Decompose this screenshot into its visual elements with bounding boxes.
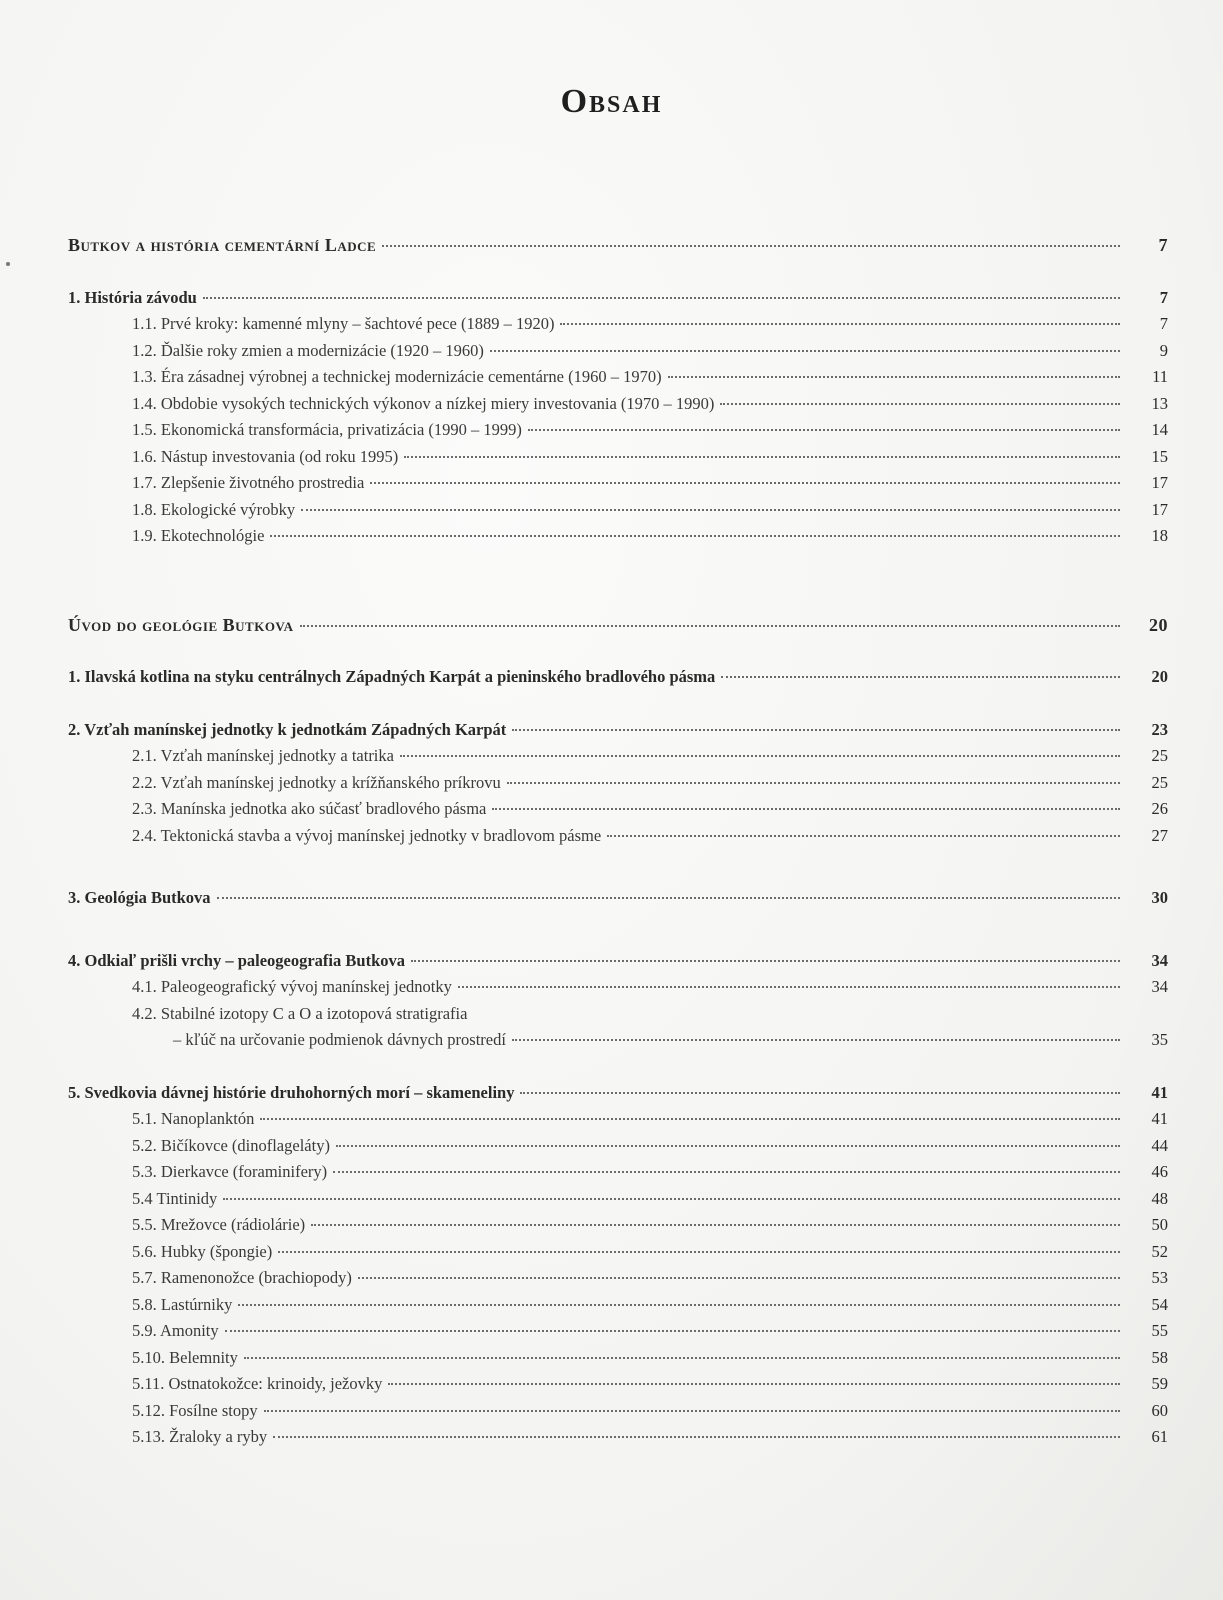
toc-entry[interactable] xyxy=(68,1106,1168,1133)
toc-entry-label: Úvod do geológie Butkova xyxy=(68,614,294,635)
toc-entry-label: 5.6. Hubky (špongie) xyxy=(132,1241,273,1261)
toc-entry-label: 2.3. Manínska jednotka ako súčasť bradlového pásma xyxy=(132,799,487,818)
toc-entry[interactable] xyxy=(68,497,1168,524)
toc-entry[interactable] xyxy=(68,1001,1168,1028)
dot-leader xyxy=(278,1249,1120,1253)
dot-leader xyxy=(404,454,1120,458)
toc-entry[interactable] xyxy=(68,1027,1168,1054)
toc-page-number: 41 xyxy=(1151,1082,1168,1102)
toc-page-number: 44 xyxy=(1151,1135,1168,1155)
toc-entry-label: 4.2. Stabilné izotopy C a O a izotopová stratigrafia xyxy=(132,1003,468,1023)
dot-leader xyxy=(311,1222,1120,1226)
toc-entry[interactable] xyxy=(68,1265,1168,1292)
dot-leader xyxy=(607,833,1120,837)
dot-leader xyxy=(244,1355,1120,1359)
page-title: Obsah xyxy=(560,82,663,120)
toc-chapter[interactable] xyxy=(68,885,1168,912)
toc-entry[interactable] xyxy=(68,364,1168,391)
toc-page-number: 17 xyxy=(1151,473,1168,492)
toc-page-number: 20 xyxy=(1149,614,1168,635)
dot-leader xyxy=(300,623,1120,627)
toc-entry[interactable] xyxy=(68,1398,1168,1425)
toc-entry-label: 5.13. Žraloky a ryby xyxy=(132,1427,268,1446)
toc-entry-label: 1.4. Obdobie vysokých technických výkonov a nízkej miery investovania (1970 – 1990) xyxy=(132,393,715,413)
toc-page-number: 59 xyxy=(1151,1374,1168,1393)
toc-entry-label: 1.6. Nástup investovania (od roku 1995) xyxy=(132,446,399,466)
toc-entry-label: 5.9. Amonity xyxy=(132,1321,219,1340)
toc-page-number: 18 xyxy=(1151,526,1168,545)
toc-entry-label: 1. História závodu xyxy=(68,287,197,307)
toc-spacer xyxy=(68,259,1168,285)
toc-entry-label: Butkov a história cementární Ladce xyxy=(68,235,377,255)
dot-leader xyxy=(458,984,1120,988)
dot-leader xyxy=(260,1116,1120,1120)
toc-page-number: 27 xyxy=(1151,825,1168,845)
toc-page-number: 35 xyxy=(1151,1030,1168,1049)
toc-entry-label: 5.11. Ostnatokožce: krinoidy, ježovky xyxy=(132,1374,383,1393)
toc-page-number: 17 xyxy=(1151,499,1168,519)
toc-page-number: 13 xyxy=(1151,393,1168,413)
toc-page-number: 55 xyxy=(1151,1321,1168,1340)
toc-entry-label: 1.7. Zlepšenie životného prostredia xyxy=(132,473,365,492)
toc-page-number: 46 xyxy=(1151,1162,1168,1181)
dot-leader xyxy=(720,401,1120,405)
toc-page-number: 60 xyxy=(1151,1400,1168,1420)
toc-chapter[interactable] xyxy=(68,717,1168,744)
toc-entry[interactable] xyxy=(68,743,1168,770)
toc-entry-label: 4.1. Paleogeografický vývoj manínskej jednotky xyxy=(132,977,452,996)
toc-spacer xyxy=(68,1054,1168,1080)
dot-leader xyxy=(336,1143,1120,1147)
toc-entry[interactable] xyxy=(68,1159,1168,1186)
toc-page-number: 58 xyxy=(1151,1347,1168,1367)
toc-page-number: 53 xyxy=(1151,1268,1168,1287)
dot-leader xyxy=(411,958,1120,962)
toc-page-number: 7 xyxy=(1158,235,1168,255)
toc-entry-label: 3. Geológia Butkova xyxy=(68,888,211,907)
toc-chapter[interactable] xyxy=(68,285,1168,312)
dot-leader xyxy=(512,1037,1120,1041)
toc-entry[interactable] xyxy=(68,417,1168,444)
dot-leader xyxy=(400,753,1120,757)
toc-entry-label: 1.8. Ekologické výrobky xyxy=(132,499,296,519)
toc-page-number: 25 xyxy=(1151,772,1168,792)
toc-page-number: 11 xyxy=(1152,367,1168,386)
toc-entry[interactable] xyxy=(68,1424,1168,1451)
dot-leader xyxy=(273,1434,1120,1438)
toc-entry[interactable] xyxy=(68,1345,1168,1372)
dot-leader xyxy=(333,1169,1120,1173)
dot-leader xyxy=(528,427,1120,431)
toc-spacer xyxy=(68,638,1168,664)
toc-entry[interactable] xyxy=(68,1186,1168,1213)
dot-leader xyxy=(490,348,1120,352)
toc-entry[interactable] xyxy=(68,770,1168,797)
toc-page-number: 50 xyxy=(1151,1215,1168,1234)
toc-entry-label: 1.3. Éra zásadnej výrobnej a technickej modernizácie cementárne (1960 – 1970) xyxy=(132,367,662,386)
dot-leader xyxy=(560,321,1120,325)
toc-entry[interactable] xyxy=(68,444,1168,471)
toc-entry-label: 5.3. Dierkavce (foraminifery) xyxy=(132,1162,328,1181)
table-of-contents xyxy=(68,232,1168,1451)
toc-entry-label: 5.10. Belemnity xyxy=(132,1347,238,1367)
toc-entry-label: 5.5. Mrežovce (rádiolárie) xyxy=(132,1215,306,1234)
dot-leader xyxy=(668,374,1120,378)
dot-leader xyxy=(270,533,1120,537)
dot-leader xyxy=(520,1090,1120,1094)
dot-leader xyxy=(358,1275,1120,1279)
toc-chapter[interactable] xyxy=(68,664,1168,691)
toc-entry-label: – kľúč na určovanie podmienok dávnych prostredí xyxy=(173,1030,506,1049)
toc-page-number: 34 xyxy=(1151,950,1168,970)
dot-leader xyxy=(507,780,1120,784)
toc-entry-label: 5. Svedkovia dávnej histórie druhohorných morí – skameneliny xyxy=(68,1082,515,1102)
toc-entry-label: 1. Ilavská kotlina na styku centrálnych Západných Karpát a pieninského bradlového pásma xyxy=(68,667,716,686)
toc-page-number: 41 xyxy=(1151,1109,1168,1128)
toc-entry-label: 5.8. Lastúrniky xyxy=(132,1294,233,1314)
toc-page-number: 14 xyxy=(1151,420,1168,439)
dot-leader xyxy=(225,1328,1120,1332)
toc-page-number: 26 xyxy=(1151,799,1168,818)
dot-leader xyxy=(370,480,1120,484)
toc-page-number: 34 xyxy=(1151,977,1168,996)
toc-page-number: 61 xyxy=(1151,1427,1168,1446)
toc-part[interactable] xyxy=(68,232,1168,259)
dot-leader xyxy=(203,295,1120,299)
toc-entry[interactable] xyxy=(68,796,1168,823)
dot-leader xyxy=(223,1196,1120,1200)
toc-page-number: 52 xyxy=(1151,1241,1168,1261)
toc-page-number: 20 xyxy=(1151,667,1168,686)
toc-entry-label: 5.7. Ramenonožce (brachiopody) xyxy=(132,1268,352,1287)
dot-leader xyxy=(238,1302,1120,1306)
toc-entry[interactable] xyxy=(68,1292,1168,1319)
toc-entry-label: 2. Vzťah manínskej jednotky k jednotkám Západných Karpát xyxy=(68,719,507,739)
toc-entry-label: 5.12. Fosílne stopy xyxy=(132,1400,258,1420)
toc-page-number: 54 xyxy=(1151,1294,1168,1314)
toc-entry-label: 2.4. Tektonická stavba a vývoj manínskej jednotky v bradlovom pásme xyxy=(132,825,602,845)
toc-entry[interactable] xyxy=(68,1239,1168,1266)
dot-leader xyxy=(217,895,1120,899)
toc-entry[interactable] xyxy=(68,391,1168,418)
toc-spacer xyxy=(68,550,1168,612)
toc-page-number: 9 xyxy=(1159,340,1168,360)
toc-part[interactable] xyxy=(68,612,1168,639)
toc-entry-label: 2.2. Vzťah manínskej jednotky a krížňanského príkrovu xyxy=(132,772,501,792)
toc-entry-label: 1.1. Prvé kroky: kamenné mlyny – šachtové pece (1889 – 1920) xyxy=(132,314,555,333)
toc-entry[interactable] xyxy=(68,470,1168,497)
dot-leader xyxy=(512,727,1120,731)
toc-entry-label: 1.9. Ekotechnológie xyxy=(132,526,265,545)
toc-chapter[interactable] xyxy=(68,1080,1168,1107)
toc-entry-label: 4. Odkiaľ prišli vrchy – paleogeografia Butkova xyxy=(68,950,405,970)
toc-chapter[interactable] xyxy=(68,948,1168,975)
toc-page-number: 7 xyxy=(1159,314,1168,333)
toc-page-number: 48 xyxy=(1151,1188,1168,1208)
toc-entry[interactable] xyxy=(68,338,1168,365)
dot-leader xyxy=(721,674,1120,678)
toc-entry[interactable] xyxy=(68,1212,1168,1239)
toc-entry[interactable] xyxy=(68,823,1168,850)
dot-leader xyxy=(382,243,1120,247)
toc-page-number: 15 xyxy=(1151,446,1168,466)
toc-entry[interactable] xyxy=(68,523,1168,550)
toc-page-number: 25 xyxy=(1151,746,1168,765)
toc-page-number: 30 xyxy=(1151,888,1168,907)
toc-entry-label: 5.4 Tintinidy xyxy=(132,1188,218,1208)
toc-entry[interactable] xyxy=(68,1318,1168,1345)
dot-leader xyxy=(264,1408,1120,1412)
dot-leader xyxy=(301,507,1120,511)
toc-entry-label: 2.1. Vzťah manínskej jednotky a tatrika xyxy=(132,746,394,765)
toc-page-number: 7 xyxy=(1159,287,1168,307)
toc-entry[interactable] xyxy=(68,974,1168,1001)
toc-entry-label: 5.2. Bičíkovce (dinoflageláty) xyxy=(132,1135,330,1155)
margin-mark xyxy=(6,262,10,266)
dot-leader xyxy=(388,1381,1120,1385)
toc-spacer xyxy=(68,912,1168,948)
toc-entry-label: 1.5. Ekonomická transformácia, privatizácia (1990 – 1999) xyxy=(132,420,522,439)
toc-spacer xyxy=(68,691,1168,717)
toc-entry[interactable] xyxy=(68,311,1168,338)
toc-entry-label: 5.1. Nanoplanktón xyxy=(132,1109,255,1128)
toc-entry[interactable] xyxy=(68,1133,1168,1160)
toc-page-number: 23 xyxy=(1151,719,1168,739)
dot-leader xyxy=(492,806,1120,810)
toc-entry-label: 1.2. Ďalšie roky zmien a modernizácie (1920 – 1960) xyxy=(132,340,484,360)
toc-spacer xyxy=(68,849,1168,885)
toc-entry[interactable] xyxy=(68,1371,1168,1398)
